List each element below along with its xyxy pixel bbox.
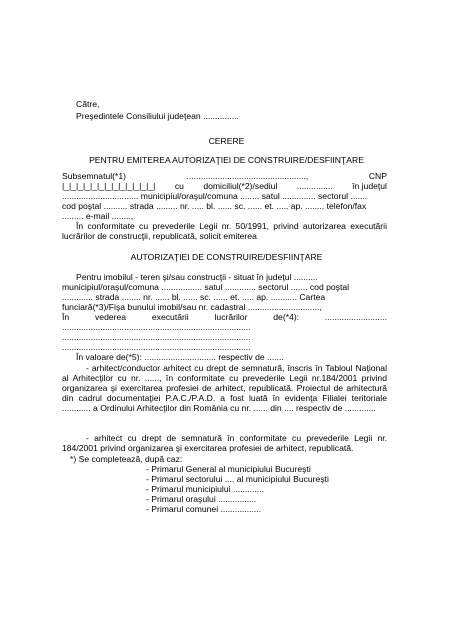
works-label: de(*4): (273, 312, 300, 322)
applicant-line-1 (62, 171, 387, 181)
works-dots-line-2: ............................................................................... (62, 332, 251, 342)
applicant-line-4: cod poştal .......... strada ......... nr. ..... bl. ...... sc. ...... et. ..... ap. ........ telefon/fax (62, 201, 367, 211)
option-item: - Primarul oraşului ................ (146, 494, 257, 504)
cnp-boxes: |_|_|_|_|_|_|_|_|_|_|_|_|_| (62, 181, 156, 191)
property-line-1: Pentru imobilul - teren şi/sau construcţii - situat în judeţul .......... (76, 272, 318, 282)
works-dots-line-3: ............................................................................... (62, 342, 251, 352)
property-line-3: ............. strada ........ nr. ...... bl. ...... sc. ...... et. ..... ap. ........... Cartea (62, 292, 326, 302)
text-fragment: cu (174, 181, 184, 191)
property-line-4: funciară(*3)/Fişa bunului imobil/sau nr. cadastral .............................., (62, 302, 322, 312)
domicile-dots: ............... (296, 181, 333, 191)
works-dots: .......................... (324, 312, 387, 322)
legal-request-paragraph: În conformitate cu prevederile Legii nr. 50/1991, privind autorizarea executării lucrărilor de construcţii, republicată, solicit emiterea (62, 221, 387, 241)
architect-paragraph-2: - arhitect cu drept de semnatură în conformitate cu prevederile Legii nr. 184/2001 privind organizarea şi exercitarea profesiei de arhitect, republicată. (62, 433, 387, 453)
option-item: - Primarul municipiului ............. (146, 484, 264, 494)
applicant-name-dots: .................................................., (186, 171, 309, 181)
text-fragment: vederea (95, 312, 127, 322)
completion-note: *) Se completează, după caz: (70, 454, 183, 464)
works-dots-line-1: ............................................................................... (62, 322, 251, 332)
works-line (62, 312, 387, 322)
property-line-2: municipiul/oraşul/comuna ................. satul ............. sectorul ....... cod poştal (62, 282, 350, 292)
county-label: în judeţul (352, 181, 387, 191)
option-item: - Primarul General al municipiului Bucureşti (146, 464, 311, 474)
text-fragment: lucrărilor (214, 312, 248, 322)
applicant-label: Subsemnatul(*1) (62, 171, 127, 181)
domicile-label: domiciliul(*2)/sediul (203, 181, 278, 191)
option-item: - Primarul comunei ................. (146, 504, 262, 514)
applicant-line-2 (62, 181, 387, 191)
option-item: - Primarul sectorului .... al municipiului Bucureşti (146, 474, 329, 484)
applicant-line-5: ......... e-mail ........, (62, 211, 134, 221)
architect-paragraph-1: - arhitect/conductor arhitect cu drept de semnatură, înscris în Tabloul Naţional al Arhitecţilor cu nr. ......, în conformitate cu prevederile Legii nr.184/2001 privind organizarea şi exercitarea profesiei de arhitect, republicată. Proiectul de arhitectură din cadrul documentaţiei P.A.C./P.A.D. a fost luată în evidenţa Filialei teritoriale ............ a Ordinului Arhitecţilor din România cu nr. ...... din .... respectiv de ............. (62, 363, 387, 413)
document-subtitle: PENTRU EMITEREA AUTORIZAŢIEI DE CONSTRUIRE/DESFIINŢARE (89, 155, 364, 165)
applicant-line-3: ................................ municipiul/oraşul/comuna ........ satul .............. sectorul ....... (62, 191, 368, 201)
text-fragment: executării (151, 312, 189, 322)
authorization-title: AUTORIZAŢIEI DE CONSTRUIRE/DESFIINŢARE (130, 252, 323, 262)
addressee-label: Către, (76, 99, 100, 109)
text-fragment: În (62, 312, 70, 322)
addressee-council-president: Preşedintele Consiliului judeţean ............... (76, 111, 239, 121)
value-line: În valoare de(*5): .............................. respectiv de ....... (76, 352, 284, 362)
cnp-label: CNP (368, 171, 387, 181)
document-title: CERERE (208, 136, 245, 146)
